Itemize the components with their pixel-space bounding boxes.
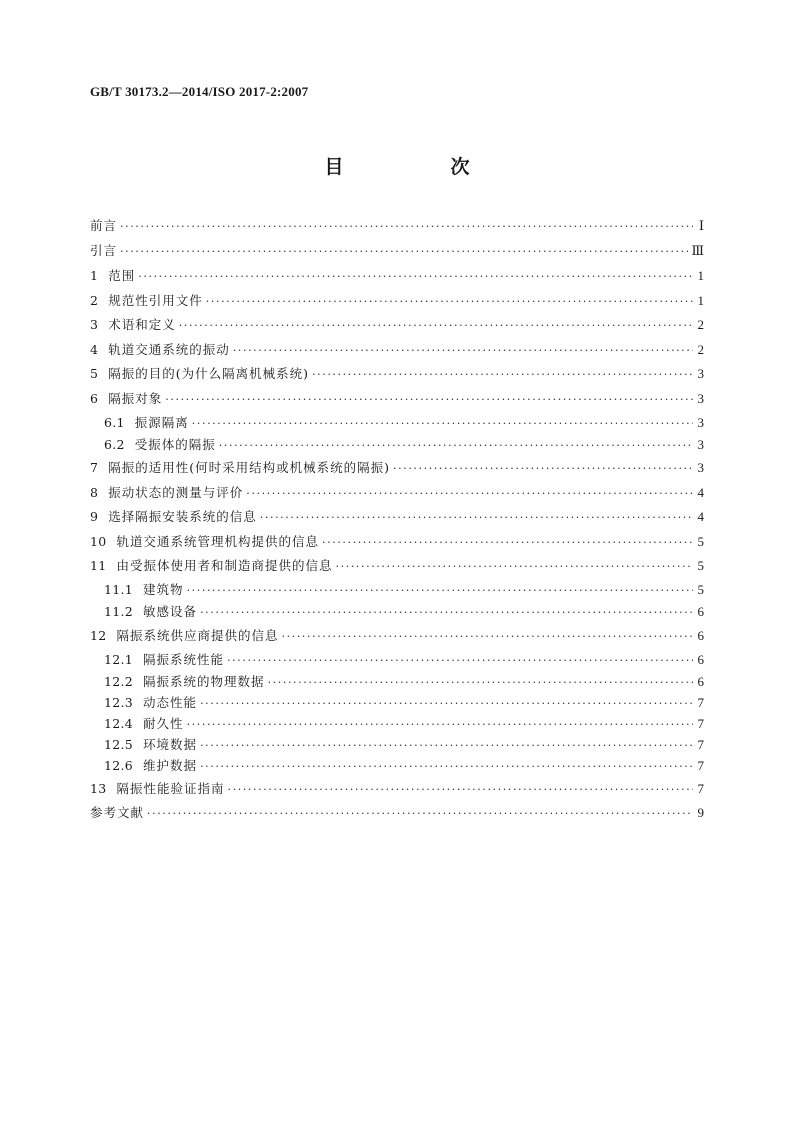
toc-page-number: 3 [697,415,704,430]
toc-entry[interactable] [90,364,704,384]
toc-entry-number: 6 [90,391,99,406]
toc-dot-leader [200,694,693,714]
toc-entry[interactable] [90,714,704,734]
toc-entry[interactable] [90,340,704,360]
toc-entry-title: 隔振的适用性(何时采用结构或机械系统的隔振) [108,460,391,475]
toc-entry-number: 12.4 [104,716,134,731]
toc-entry-number: 9 [90,509,99,524]
toc-entry[interactable] [90,650,704,670]
toc-page-number: 7 [697,695,704,710]
toc-entry-number: 5 [90,366,99,381]
toc-entry[interactable] [90,413,704,433]
toc-entry-label [104,735,197,755]
toc-entry-title: 隔振的目的(为什么隔离机械系统) [108,366,310,381]
toc-entry[interactable] [90,216,704,236]
toc-page-number: 9 [697,805,704,820]
toc-entry-label [104,580,184,600]
toc-page-number: 3 [697,460,704,475]
toc-page-number: 2 [697,317,704,332]
toc-page-number: 5 [697,582,704,597]
toc-entry-title: 敏感设备 [143,604,198,619]
toc-entry-label [90,556,333,576]
toc-entry-title: 建筑物 [143,582,184,597]
toc-page-number: 4 [697,485,704,500]
toc-entry-title: 引言 [90,243,118,258]
toc-entry-label [90,241,117,261]
toc-entry-label [104,693,197,713]
toc-entry-number: 1 [90,268,99,283]
toc-page-number: 3 [697,437,704,452]
toc-dot-leader [206,292,693,312]
toc-dot-leader [200,757,693,777]
toc-entry-label [90,458,390,478]
toc-title: 目 次 [324,156,514,178]
toc-dot-leader [219,436,693,456]
toc-page-number: 4 [697,509,704,524]
toc-page-number: Ⅲ [691,243,704,258]
toc-entry-title: 轨道交通系统的振动 [108,342,230,357]
toc-entry-label [104,602,197,622]
toc-entry-title: 动态性能 [143,695,198,710]
toc-entry-number: 10 [90,534,107,549]
toc-page-number: 6 [697,674,704,689]
toc-entry-label [90,532,319,552]
toc-entry-number: 11 [90,558,107,573]
toc-page-number: 5 [697,558,704,573]
toc-page-number: 7 [697,737,704,752]
toc-dot-leader [120,242,688,262]
toc-page-number: 3 [697,366,704,381]
toc-dot-leader [165,390,693,410]
toc-entry[interactable] [90,580,704,600]
toc-entry-title: 隔振系统性能 [143,652,225,667]
toc-entry[interactable] [90,507,704,527]
toc-page-number: 6 [697,604,704,619]
toc-entry-number: 2 [90,293,99,308]
toc-page-number: 6 [697,628,704,643]
toc-entry-label [90,291,203,311]
toc-dot-leader [147,804,693,824]
toc-entry[interactable] [90,389,704,409]
toc-dot-leader [260,508,693,528]
toc-dot-leader [138,267,693,287]
toc-entry-label [90,483,243,503]
toc-entry-number: 12.5 [104,737,134,752]
toc-entry-label [90,340,230,360]
toc-entry[interactable] [90,693,704,713]
toc-entry-label [104,714,184,734]
toc-entry-title: 范围 [108,268,136,283]
toc-entry-title: 受振体的隔振 [134,437,216,452]
toc-entry[interactable] [90,532,704,552]
toc-entry-number: 7 [90,460,99,475]
toc-entry-label [90,389,162,409]
toc-dot-leader [200,603,693,623]
toc-entry-label [90,216,117,236]
toc-entry[interactable] [90,291,704,311]
toc-dot-leader [268,673,693,693]
toc-page-number: 5 [697,534,704,549]
toc-dot-leader [233,341,693,361]
toc-entry[interactable] [90,803,704,823]
toc-page-number: 7 [697,716,704,731]
toc-dot-leader [227,651,693,671]
toc-dot-leader [192,414,693,434]
toc-entry-label [90,803,144,823]
toc-entry-title: 维护数据 [143,758,198,773]
toc-entry-title: 振源隔离 [134,415,189,430]
toc-dot-leader [120,217,693,237]
toc-dot-leader [228,780,693,800]
toc-page-number: 3 [697,391,704,406]
toc-entry-title: 隔振性能验证指南 [116,781,225,796]
toc-entry-label [90,779,225,799]
toc-dot-leader [179,316,693,336]
toc-entry[interactable] [90,435,704,455]
toc-dot-leader [322,533,693,553]
toc-entry[interactable] [90,315,704,335]
toc-entry-title: 振动状态的测量与评价 [108,485,244,500]
toc-entry-title: 隔振系统供应商提供的信息 [116,628,279,643]
toc-entry-label [90,507,257,527]
toc-page-number: 1 [697,293,704,308]
toc-dot-leader [282,627,693,647]
toc-entry[interactable] [90,483,704,503]
toc-entry-number: 12.2 [104,674,134,689]
toc-entry-title: 隔振系统的物理数据 [143,674,265,689]
toc-entry-label [104,672,265,692]
toc-entry[interactable] [90,556,704,576]
toc-page-number: 1 [697,268,704,283]
toc-page-number: 7 [697,781,704,796]
toc-entry-label [90,315,176,335]
toc-entry-number: 6.2 [104,437,125,452]
toc-entry-number: 12.3 [104,695,134,710]
toc-entry-title: 前言 [90,218,118,233]
toc-entry-title: 选择隔振安装系统的信息 [108,509,257,524]
toc-entry-number: 3 [90,317,99,332]
toc-entry-label [104,435,216,455]
document-code: GB/T 30173.2—2014/ISO 2017-2:2007 [90,84,309,99]
toc-entry-number: 11.2 [104,604,134,619]
toc-entry[interactable] [90,756,704,776]
toc-entry-label [90,266,135,286]
toc-entry[interactable] [90,626,704,646]
toc-entry-title: 由受振体使用者和制造商提供的信息 [116,558,333,573]
toc-page-number: Ⅰ [698,218,704,233]
toc-entry-title: 规范性引用文件 [108,293,203,308]
toc-entry-title: 隔振对象 [108,391,163,406]
toc-entry[interactable] [90,602,704,622]
toc-page-number: 6 [697,652,704,667]
toc-entry-label [90,626,279,646]
toc-entry-number: 12.6 [104,758,134,773]
toc-entry[interactable] [90,241,704,261]
toc-entry[interactable] [90,458,704,478]
toc-entry-title: 耐久性 [143,716,184,731]
toc-entry-label [90,364,309,384]
toc-entry-number: 4 [90,342,99,357]
toc-entry-title: 术语和定义 [108,317,176,332]
toc-entry[interactable] [90,672,704,692]
toc-entry-number: 11.1 [104,582,134,597]
toc-page-number: 2 [697,342,704,357]
toc-entry-label [104,413,189,433]
toc-entry-label [104,756,197,776]
toc-entry-title: 轨道交通系统管理机构提供的信息 [116,534,320,549]
toc-dot-leader [246,484,693,504]
toc-entry-title: 环境数据 [143,737,198,752]
toc-dot-leader [393,459,693,479]
toc-dot-leader [312,365,693,385]
toc-entry-number: 12.1 [104,652,134,667]
toc-entry[interactable] [90,735,704,755]
toc-dot-leader [336,557,693,577]
toc-dot-leader [200,736,693,756]
toc-entry-number: 6.1 [104,415,125,430]
toc-entry-number: 13 [90,781,107,796]
toc-entry[interactable] [90,266,704,286]
toc-dot-leader [187,715,693,735]
toc-entry[interactable] [90,779,704,799]
toc-entry-label [104,650,224,670]
toc-entry-number: 8 [90,485,99,500]
toc-page-number: 7 [697,758,704,773]
toc-dot-leader [187,581,693,601]
toc-entry-title: 参考文献 [90,805,145,820]
toc-entry-number: 12 [90,628,107,643]
